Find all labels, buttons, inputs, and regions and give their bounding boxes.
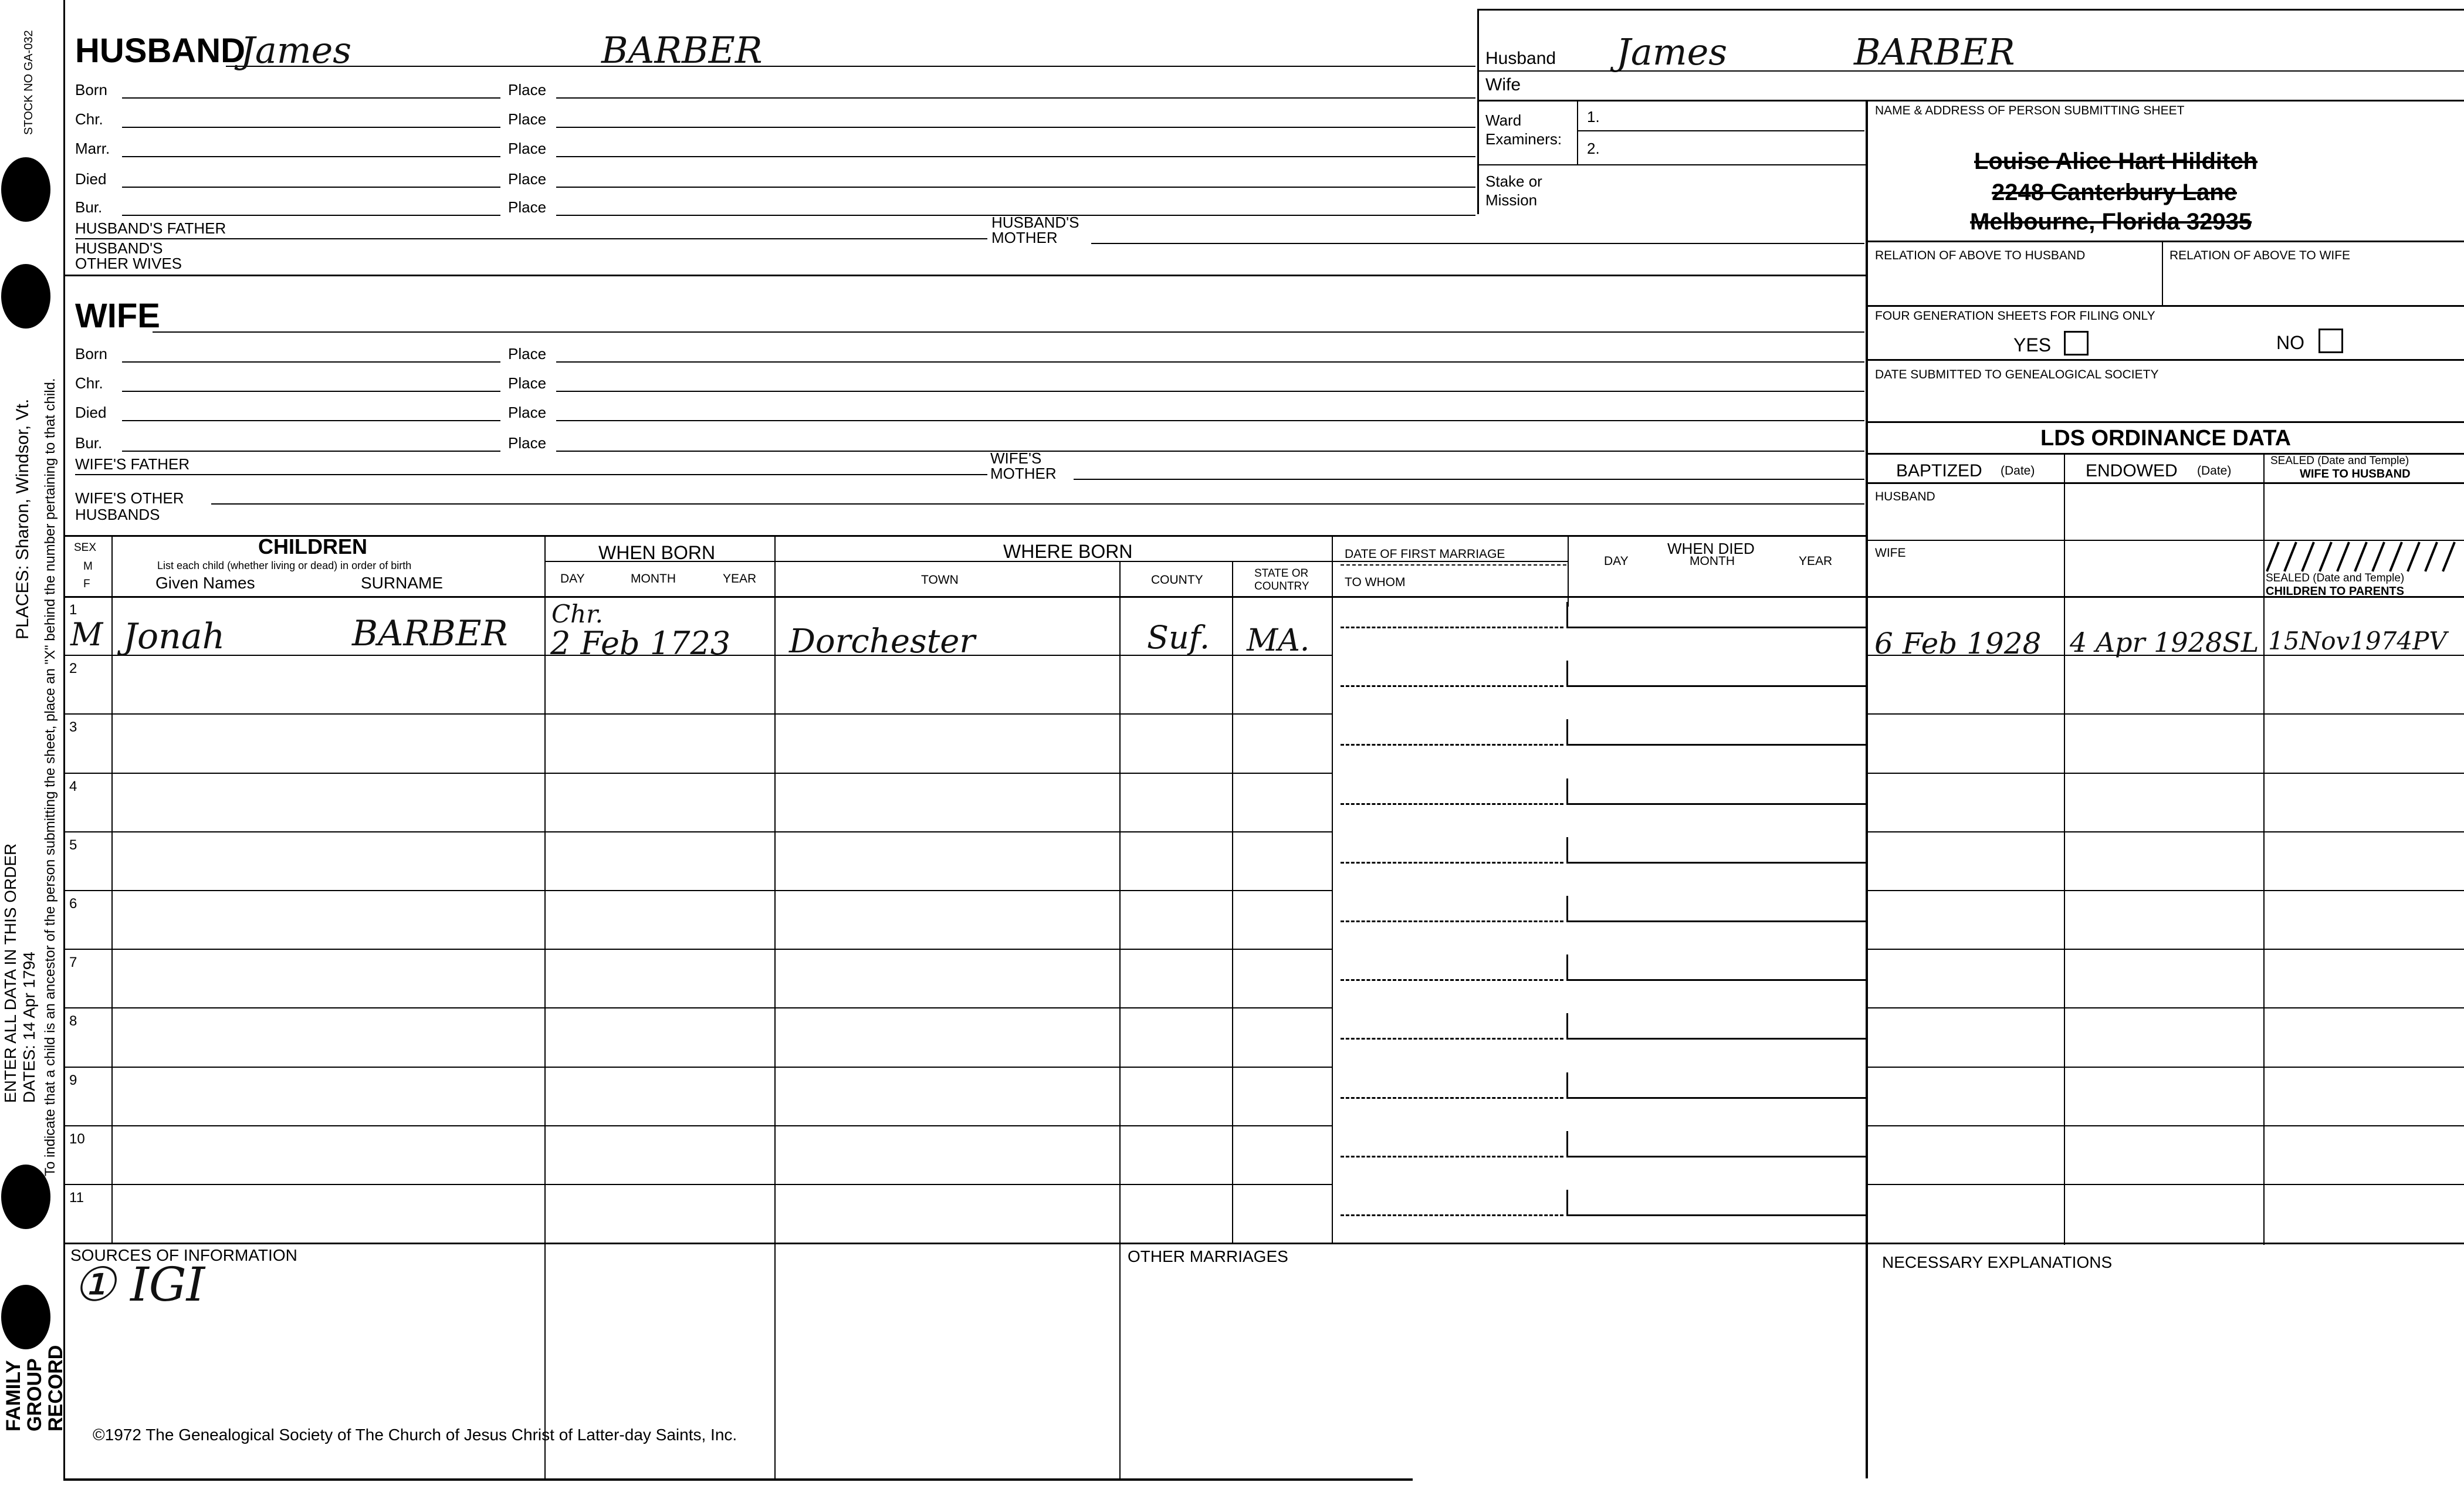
child-1-state[interactable]: MA.	[1247, 623, 1310, 658]
died-box-side	[1566, 661, 1568, 686]
wife-mother-label-2: MOTHER	[990, 465, 1057, 482]
husband-mother-label-1: HUSBAND'S	[991, 214, 1079, 231]
punch-hole	[1, 157, 50, 222]
col-divider-died	[1568, 535, 1569, 607]
no-label: NO	[2276, 332, 2304, 353]
col-divider-when-born	[774, 535, 776, 1478]
child-1-sealed[interactable]: 15Nov1974PV	[2268, 627, 2447, 655]
stake-label-2: Mission	[1485, 191, 1538, 209]
child-1-given[interactable]: Jonah	[123, 616, 225, 657]
sealed-cp-label-1: SEALED (Date and Temple)	[2266, 572, 2405, 584]
wife-bur-place-label: Place	[508, 434, 547, 452]
child-row-number: 11	[69, 1190, 84, 1206]
first-marriage-dash[interactable]	[1341, 685, 1563, 687]
child-row-number: 3	[69, 719, 77, 735]
hdr-first-marriage: DATE OF FIRST MARRIAGE	[1345, 547, 1505, 561]
hdr-when-died: WHEN DIED	[1667, 540, 1755, 557]
summary-husband-surname[interactable]: BARBER	[1854, 31, 2015, 73]
died-box-line[interactable]	[1566, 627, 1866, 628]
child-row-line	[63, 949, 1333, 950]
col-divider-where-born	[1332, 535, 1333, 1243]
other-marriages-label: OTHER MARRIAGES	[1128, 1247, 1288, 1265]
date-submitted-bottom	[1866, 421, 2464, 423]
col-divider-children	[544, 535, 546, 1478]
husband-died-label: Died	[75, 170, 107, 188]
child-row-line	[63, 1125, 1333, 1126]
child-1-town[interactable]: Dorchester	[789, 622, 976, 661]
margin-places: PLACES: Sharon, Windsor, Vt.	[13, 398, 32, 639]
wife-died-line[interactable]	[122, 420, 500, 421]
died-box-line[interactable]	[1566, 685, 1866, 687]
lds-row-line	[1866, 949, 2464, 950]
wife-other-husbands-1: WIFE'S OTHER	[75, 489, 184, 507]
wife-heading: WIFE	[75, 297, 160, 335]
first-marriage-dash[interactable]	[1341, 744, 1563, 746]
child-1-born-note[interactable]: Chr.	[551, 600, 603, 628]
lds-row-line	[1866, 1125, 2464, 1126]
child-1-baptized[interactable]: 6 Feb 1928	[1874, 627, 2042, 661]
hdr-year: YEAR	[723, 572, 757, 585]
wife-bur-label: Bur.	[75, 434, 103, 452]
husband-died-place-line[interactable]	[556, 187, 1475, 188]
child-row-line	[63, 713, 1333, 715]
punch-hole	[1, 1285, 50, 1349]
endowed-date-suffix: (Date)	[2197, 464, 2232, 478]
husband-other-wives-2: OTHER WIVES	[75, 255, 182, 272]
margin-fgr-family: FAMILY	[2, 1360, 25, 1431]
child-row-number: 7	[69, 955, 77, 970]
hdr-f: F	[83, 578, 90, 590]
lds-wife-row: WIFE	[1875, 546, 1906, 560]
died-box-side	[1566, 779, 1568, 804]
husband-marr-line[interactable]	[122, 156, 500, 157]
child-row-number: 2	[69, 661, 77, 676]
child-row-number: 9	[69, 1072, 77, 1088]
husband-born-place-label: Place	[508, 81, 547, 99]
sealed-cp-label-2: CHILDREN TO PARENTS	[2266, 585, 2404, 598]
died-box-line[interactable]	[1566, 979, 1866, 981]
husband-mother-label-2: MOTHER	[991, 229, 1058, 246]
form-bottom-border	[63, 1478, 1413, 1481]
first-marriage-dash[interactable]	[1341, 979, 1563, 981]
examiner-1[interactable]: 1.	[1587, 108, 1600, 126]
first-marriage-dash[interactable]	[1341, 803, 1563, 805]
husband-section-bottom	[63, 275, 1866, 276]
no-checkbox[interactable]	[2319, 329, 2343, 353]
summary-husband-line	[1477, 70, 2464, 72]
child-row-line	[63, 890, 1333, 891]
husband-chr-place-line[interactable]	[556, 127, 1475, 128]
wife-died-place-line[interactable]	[556, 420, 1864, 421]
examiners-bottom	[1477, 164, 1866, 165]
wife-born-place-label: Place	[508, 345, 547, 363]
died-box-line[interactable]	[1566, 920, 1866, 922]
husband-marr-place-line[interactable]	[556, 156, 1475, 157]
relation-wife-label: RELATION OF ABOVE TO WIFE	[2169, 249, 2351, 262]
summary-husband-label: Husband	[1485, 49, 1556, 68]
husband-given-name[interactable]: James	[241, 29, 352, 72]
summary-wife-label: Wife	[1485, 75, 1521, 94]
husband-name-line	[226, 66, 1475, 67]
died-box-side	[1566, 719, 1568, 745]
wife-bur-place-line[interactable]	[556, 451, 1864, 452]
child-row-number: 4	[69, 779, 77, 794]
lds-row-line	[1866, 713, 2464, 715]
husband-bur-label: Bur.	[75, 198, 103, 216]
husband-father-label: HUSBAND'S FATHER	[75, 219, 226, 237]
first-marriage-dash[interactable]	[1341, 862, 1563, 864]
wife-other-husbands-2: HUSBANDS	[75, 506, 160, 523]
died-box-side	[1566, 1131, 1568, 1157]
husband-chr-label: Chr.	[75, 110, 103, 128]
summary-top-line	[1477, 9, 2464, 11]
died-box-line[interactable]	[1566, 744, 1866, 746]
relation-husband-label: RELATION OF ABOVE TO HUSBAND	[1875, 249, 2086, 262]
hdr-when-born: WHEN BORN	[598, 542, 716, 563]
died-box-side	[1566, 602, 1568, 628]
child-row-number: 5	[69, 837, 77, 853]
form-left-border	[63, 0, 65, 1478]
four-gen-label: FOUR GENERATION SHEETS FOR FILING ONLY	[1875, 309, 2155, 323]
husband-born-label: Born	[75, 81, 107, 99]
sources-value[interactable]: ① IGI	[73, 1257, 205, 1312]
lds-title: LDS ORDINANCE DATA	[2040, 426, 2292, 451]
baptized-date-suffix: (Date)	[2001, 464, 2035, 478]
wife-died-place-label: Place	[508, 404, 547, 421]
submitter-bottom	[1866, 241, 2464, 242]
wife-chr-label: Chr.	[75, 374, 103, 392]
submitter-name: Louise Alice Hart Hilditch	[1974, 148, 2258, 174]
punch-hole	[1, 264, 50, 329]
first-marriage-dash[interactable]	[1341, 1097, 1563, 1099]
died-box-side	[1566, 1190, 1568, 1216]
lds-row-line	[1866, 1243, 2464, 1244]
hdr-sex: SEX	[74, 541, 97, 554]
wife-born-line[interactable]	[122, 361, 500, 363]
husband-died-place-label: Place	[508, 170, 547, 188]
husband-heading: HUSBAND	[75, 32, 245, 70]
margin-dates: DATES: 14 Apr 1794	[20, 952, 38, 1103]
wife-name-line[interactable]	[153, 331, 1864, 333]
wife-father-line[interactable]	[75, 474, 987, 475]
husband-born-place-line[interactable]	[556, 97, 1475, 99]
col-divider-county	[1232, 561, 1233, 1243]
first-marriage-dash[interactable]	[1341, 1038, 1563, 1040]
child-1-sex[interactable]: M	[70, 616, 103, 653]
died-box-side	[1566, 1072, 1568, 1098]
lds-row-line	[1866, 1184, 2464, 1185]
hatched-cell	[2265, 541, 2464, 573]
husband-marr-place-label: Place	[508, 140, 547, 157]
relation-divider	[2162, 241, 2163, 305]
stake-label-1: Stake or	[1485, 172, 1542, 190]
died-box-line[interactable]	[1566, 1214, 1866, 1216]
lds-row-line	[1866, 773, 2464, 774]
child-row-number: 1	[69, 602, 77, 618]
margin-fgr-record: RECORD	[45, 1345, 67, 1431]
hdr-town: TOWN	[921, 573, 959, 587]
wife-other-husbands-line[interactable]	[211, 503, 1864, 505]
child-row-number: 6	[69, 896, 77, 912]
wife-chr-place-line[interactable]	[556, 391, 1864, 392]
child-row-line	[63, 1007, 1333, 1008]
explanations-label: NECESSARY EXPLANATIONS	[1882, 1253, 2113, 1271]
first-marriage-dash[interactable]	[1341, 920, 1563, 922]
col-divider-sex	[111, 535, 113, 1243]
first-marriage-dash[interactable]	[1341, 1156, 1563, 1157]
husband-mother-line[interactable]	[1091, 243, 1864, 244]
submitter-city: Melbourne, Florida 32935	[1970, 209, 2252, 235]
hdr-county: COUNTY	[1151, 573, 1203, 587]
died-box-side	[1566, 955, 1568, 980]
wife-died-label: Died	[75, 404, 107, 421]
endowed-label: ENDOWED	[2086, 461, 2178, 480]
summary-wife-bottom	[1477, 100, 2464, 101]
child-row-number: 10	[69, 1131, 85, 1147]
hdr-children: CHILDREN	[258, 534, 367, 559]
lds-row-line	[1866, 890, 2464, 891]
ward-label: Ward	[1485, 111, 1522, 129]
husband-other-wives-1: HUSBAND'S	[75, 239, 163, 257]
relation-bottom	[1866, 305, 2464, 307]
child-1-county[interactable]: Suf.	[1147, 619, 1210, 656]
first-marriage-dash[interactable]	[1341, 627, 1563, 628]
child-row-line	[63, 831, 1333, 832]
wife-mother-label-1: WIFE'S	[990, 449, 1042, 467]
examiner-1-line	[1577, 130, 1864, 131]
hdr-marriage-dash	[1341, 564, 1566, 566]
lds-row-line	[1866, 1067, 2464, 1068]
husband-marr-label: Marr.	[75, 140, 110, 157]
child-1-born[interactable]: 2 Feb 1723	[550, 625, 731, 662]
margin-indicate-note: To indicate that a child is an ancestor of the person submitting the sheet, place an "X" behind the number pertaining to that child.	[42, 378, 58, 1176]
died-box-line[interactable]	[1566, 1156, 1866, 1157]
children-header-bottom	[63, 596, 2464, 598]
submitter-heading: NAME & ADDRESS OF PERSON SUBMITTING SHEET	[1875, 104, 2185, 117]
husband-died-line[interactable]	[122, 187, 500, 188]
four-gen-bottom	[1866, 359, 2464, 361]
lds-row-line	[1866, 1007, 2464, 1008]
hdr-surname: SURNAME	[361, 574, 444, 592]
wife-father-label: WIFE'S FATHER	[75, 455, 190, 473]
died-box-side	[1566, 1013, 1568, 1039]
child-1-surname[interactable]: BARBER	[352, 613, 508, 654]
sealed-wh-label-1: SEALED (Date and Temple)	[2270, 455, 2409, 467]
examiners-label: Examiners:	[1485, 130, 1562, 148]
date-submitted-label: DATE SUBMITTED TO GENEALOGICAL SOCIETY	[1875, 368, 2159, 381]
baptized-label: BAPTIZED	[1896, 461, 1982, 480]
hdr-given-names: Given Names	[155, 574, 255, 592]
wife-mother-line[interactable]	[1074, 479, 1864, 480]
died-box-side	[1566, 896, 1568, 922]
wife-born-label: Born	[75, 345, 107, 363]
child-row-number: 8	[69, 1013, 77, 1029]
died-box-side	[1566, 837, 1568, 863]
died-box-line[interactable]	[1566, 862, 1866, 864]
wife-bur-line[interactable]	[122, 451, 500, 452]
col-divider-town	[1119, 561, 1121, 1478]
summary-divider	[1477, 9, 1479, 214]
husband-chr-place-label: Place	[508, 110, 547, 128]
margin-enter-all: ENTER ALL DATA IN THIS ORDER	[1, 843, 19, 1103]
husband-bur-place-label: Place	[508, 198, 547, 216]
child-row-line	[63, 1067, 1333, 1068]
husband-father-line[interactable]	[75, 238, 987, 239]
child-row-line	[63, 773, 1333, 774]
summary-husband-given[interactable]: James	[1616, 31, 1728, 73]
hdr-day: DAY	[560, 572, 585, 585]
husband-bur-line[interactable]	[122, 215, 500, 216]
stock-number: STOCK NO GA-032	[22, 30, 35, 135]
hdr-state-2: COUNTRY	[1254, 580, 1309, 593]
sealed-wh-label-2: WIFE TO HUSBAND	[2300, 468, 2411, 480]
hdr-month: MONTH	[631, 572, 676, 585]
hdr-died-day: DAY	[1604, 554, 1629, 568]
husband-surname[interactable]: BARBER	[601, 29, 763, 72]
examiner-2[interactable]: 2.	[1587, 140, 1600, 157]
hdr-died-month: MONTH	[1690, 554, 1735, 568]
died-box-line[interactable]	[1566, 1097, 1866, 1099]
yes-checkbox[interactable]	[2064, 331, 2089, 356]
sources-label: SOURCES OF INFORMATION	[70, 1246, 297, 1264]
copyright: ©1972 The Genealogical Society of The Church of Jesus Christ of Latter-day Saints, Inc.	[93, 1426, 737, 1444]
lds-husband-row: HUSBAND	[1875, 490, 1935, 503]
hdr-to-whom: TO WHOM	[1345, 576, 1406, 589]
wife-chr-line[interactable]	[122, 391, 500, 392]
wife-chr-place-label: Place	[508, 374, 547, 392]
lds-row-line	[1866, 831, 2464, 832]
child-row-line	[63, 1184, 1333, 1185]
hdr-where-born: WHERE BORN	[1003, 541, 1133, 562]
lds-header-bottom	[1866, 482, 2464, 484]
first-marriage-dash[interactable]	[1341, 1214, 1563, 1216]
margin-fgr-group: GROUP	[23, 1358, 46, 1431]
submitter-street: 2248 Canterbury Lane	[1992, 180, 2237, 205]
died-box-line[interactable]	[1566, 1038, 1866, 1040]
hdr-state-1: STATE OR	[1254, 567, 1309, 580]
wife-born-place-line[interactable]	[556, 361, 1864, 363]
died-box-line[interactable]	[1566, 803, 1866, 805]
hdr-died-year: YEAR	[1799, 554, 1833, 568]
husband-born-line[interactable]	[122, 97, 500, 99]
child-1-endowed[interactable]: 4 Apr 1928SL	[2070, 627, 2259, 658]
husband-chr-line[interactable]	[122, 127, 500, 128]
hdr-m: M	[83, 560, 93, 573]
examiners-divider	[1577, 100, 1578, 164]
hdr-instructions: List each child (whether living or dead) in order of birth	[157, 560, 412, 571]
yes-label: YES	[2013, 334, 2052, 356]
